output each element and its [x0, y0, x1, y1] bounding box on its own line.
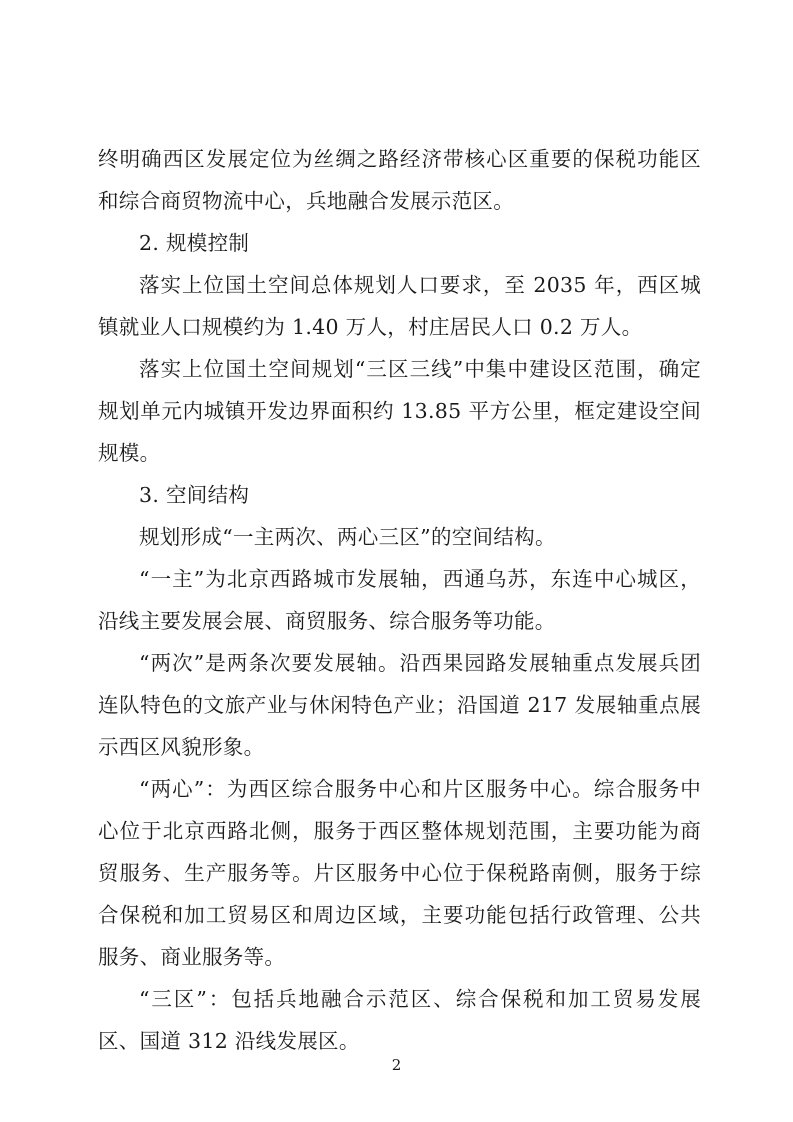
- page-number: 2: [391, 1056, 402, 1074]
- paragraph-secondary-axes: “两次”是两条次要发展轴。沿西果园路发展轴重点发展兵团连队特色的文旅产业与休闲特色产业；沿国道 217 发展轴重点展示西区风貌形象。: [98, 651, 701, 759]
- paragraph-main-axis: “一主”为北京西路城市发展轴，西通乌苏，东连中心城区，沿线主要发展会展、商贸服务、综合服务等功能。: [98, 567, 701, 633]
- heading-scale-control: 2. 规模控制: [139, 231, 250, 255]
- paragraph-two-centers: “两心”：为西区综合服务中心和片区服务中心。综合服务中心位于北京西路北侧，服务于西区整体规划范围，主要功能为商贸服务、生产服务等。片区服务中心位于保税路南侧，服务于综合保税和加工贸易区和周边区域，主要功能包括行政管理、公共服务、商业服务等。: [98, 777, 701, 969]
- paragraph-construction-boundary: 落实上位国土空间规划“三区三线”中集中建设区范围，确定规划单元内城镇开发边界面积约 13.85 平方公里，框定建设空间规模。: [98, 357, 701, 465]
- heading-spatial-structure: 3. 空间结构: [139, 483, 250, 507]
- document-body: [98, 138, 701, 1062]
- paragraph-intro: 终明确西区发展定位为丝绸之路经济带核心区重要的保税功能区和综合商贸物流中心，兵地融合发展示范区。: [98, 147, 701, 213]
- paragraph-three-zones: “三区”：包括兵地融合示范区、综合保税和加工贸易发展区、国道 312 沿线发展区。: [98, 987, 701, 1053]
- paragraph-population: 落实上位国土空间总体规划人口要求，至 2035 年，西区城镇就业人口规模约为 1.40 万人，村庄居民人口 0.2 万人。: [98, 273, 701, 339]
- paragraph-structure-summary: 规划形成“一主两次、两心三区”的空间结构。: [139, 525, 556, 549]
